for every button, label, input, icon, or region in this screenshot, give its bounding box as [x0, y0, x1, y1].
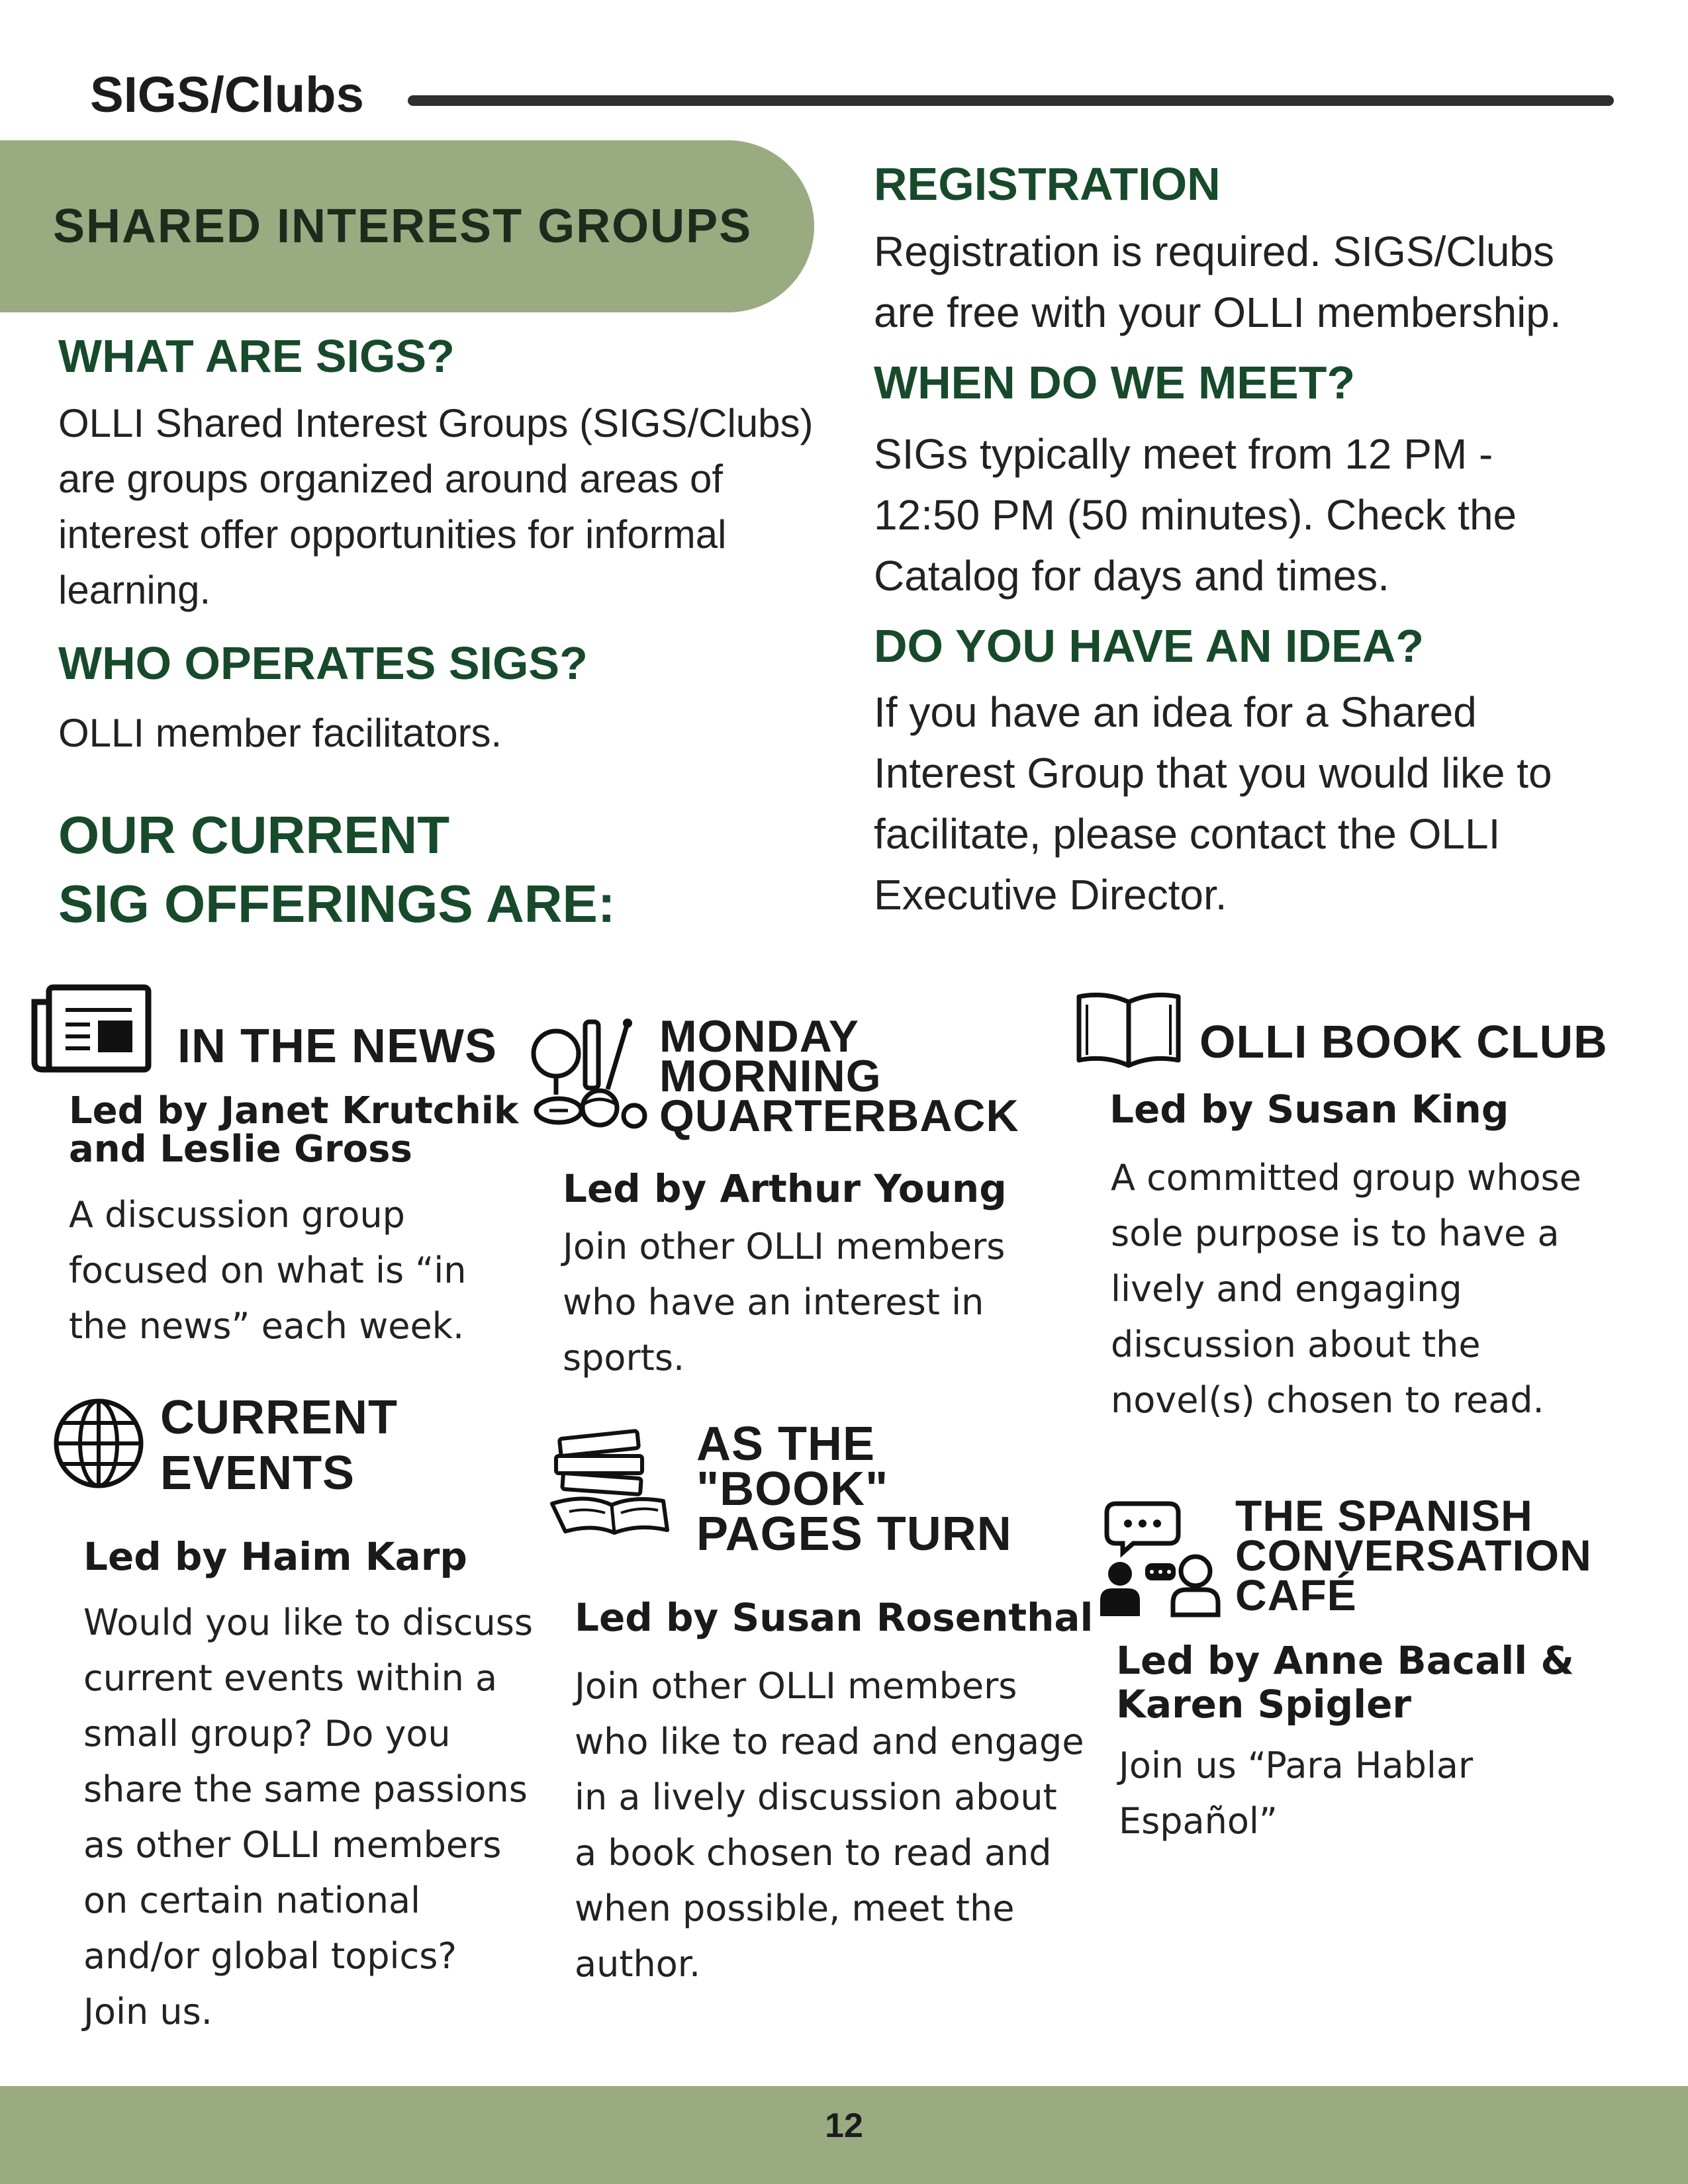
in-the-news-title: IN THE NEWS: [177, 1020, 498, 1073]
description-line: author.: [575, 1943, 701, 1985]
spanish-cafe-title: [1235, 1491, 1592, 1619]
what-heading: WHAT ARE SIGS?: [58, 330, 455, 382]
description-line: who have an interest in: [563, 1281, 984, 1323]
description-line: in a lively discussion about: [575, 1776, 1057, 1818]
title-line: AS THE: [696, 1418, 876, 1471]
description-line: Join other OLLI members: [563, 1226, 1006, 1267]
offerings-line: SIG OFFERINGS ARE:: [58, 874, 616, 933]
title-line: MORNING: [659, 1051, 882, 1101]
globe-icon: [52, 1396, 146, 1490]
when-line: SIGs typically meet from 12 PM -: [874, 430, 1493, 478]
book-club-title: OLLI BOOK CLUB: [1199, 1016, 1608, 1068]
offerings-line: OUR CURRENT: [58, 805, 450, 864]
description-line: small group? Do you: [83, 1713, 451, 1754]
leader-line: Led by Anne Bacall &: [1116, 1638, 1574, 1683]
description-line: who like to read and engage: [575, 1721, 1084, 1762]
title-line: EVENTS: [160, 1447, 355, 1500]
title-line: QUARTERBACK: [659, 1091, 1019, 1141]
book-club-leader: Led by Susan King: [1109, 1087, 1509, 1132]
idea-line: facilitate, please contact the OLLI: [874, 810, 1501, 858]
idea-heading: DO YOU HAVE AN IDEA?: [874, 620, 1425, 672]
section-label: SIGS/Clubs: [90, 67, 364, 123]
description-line: sole purpose is to have a: [1111, 1212, 1560, 1254]
monday-morning-title: [659, 1011, 1019, 1141]
what-line: interest offer opportunities for informal: [58, 512, 727, 557]
registration-text: [874, 221, 1562, 343]
description-line: sports.: [563, 1337, 685, 1379]
idea-line: If you have an idea for a Shared: [874, 688, 1477, 736]
when-line: Catalog for days and times.: [874, 552, 1390, 600]
spanish-cafe-leader: [1116, 1639, 1574, 1726]
what-line: OLLI Shared Interest Groups (SIGS/Clubs): [58, 401, 814, 445]
description-line: current events within a: [83, 1657, 498, 1699]
what-text: [58, 396, 814, 618]
title-line: MONDAY: [659, 1011, 859, 1062]
leader-line: Led by Janet Krutchik: [69, 1089, 519, 1132]
leader-line: and Leslie Gross: [69, 1128, 412, 1171]
description-line: Join us.: [83, 1991, 212, 2032]
when-heading: WHEN DO WE MEET?: [874, 357, 1356, 408]
title-line: CONVERSATION: [1235, 1531, 1592, 1580]
book-pages-description: [575, 1659, 1084, 1992]
banner: [0, 140, 814, 312]
book-pages-title: [696, 1418, 1012, 1561]
title-line: PAGES TURN: [696, 1508, 1012, 1561]
description-line: Español”: [1119, 1800, 1278, 1842]
who-heading: WHO OPERATES SIGS?: [58, 637, 588, 689]
description-line: A committed group whose: [1111, 1157, 1581, 1199]
what-line: learning.: [58, 568, 211, 612]
newspaper-icon: [29, 982, 152, 1075]
when-text: [874, 424, 1517, 606]
book-pages-leader: Led by Susan Rosenthal: [575, 1595, 1094, 1640]
description-line: discussion about the: [1111, 1324, 1481, 1365]
title-line: THE SPANISH: [1235, 1491, 1533, 1540]
conversation-people-icon: [1096, 1500, 1222, 1617]
idea-line: Interest Group that you would like to: [874, 749, 1552, 797]
description-line: a book chosen to read and: [575, 1832, 1052, 1874]
description-line: and/or global topics?: [83, 1935, 457, 1977]
description-line: Join us “Para Hablar: [1119, 1745, 1474, 1786]
open-book-icon: [1072, 989, 1185, 1069]
header-rule: [408, 95, 1614, 106]
description-line: as other OLLI members: [83, 1824, 502, 1866]
in-the-news-description: [69, 1187, 467, 1354]
registration-line: Registration is required. SIGS/Clubs: [874, 228, 1554, 275]
monday-morning-leader: Led by Arthur Young: [563, 1166, 1007, 1211]
current-events-title: [160, 1390, 398, 1501]
page-number: 12: [825, 2107, 863, 2145]
what-line: are groups organized around areas of: [58, 457, 724, 501]
description-line: Would you like to discuss: [83, 1602, 534, 1643]
monday-morning-description: [563, 1219, 1005, 1386]
book-club-description: [1111, 1150, 1581, 1428]
registration-line: are free with your OLLI membership.: [874, 289, 1562, 336]
description-line: lively and engaging: [1111, 1268, 1462, 1310]
description-line: share the same passions: [83, 1768, 528, 1810]
title-line: CAFÉ: [1235, 1570, 1357, 1619]
description-line: when possible, meet the: [575, 1888, 1015, 1929]
title-line: "BOOK": [696, 1463, 889, 1516]
current-events-description: [83, 1595, 533, 2040]
description-line: the news” each week.: [69, 1305, 465, 1347]
description-line: focused on what is “in: [69, 1250, 467, 1291]
offerings-heading: [58, 801, 616, 938]
when-line: 12:50 PM (50 minutes). Check the: [874, 491, 1517, 539]
sports-equipment-icon: [530, 1017, 649, 1129]
description-line: A discussion group: [69, 1194, 405, 1236]
spanish-cafe-description: [1119, 1738, 1473, 1849]
leader-line: Karen Spigler: [1116, 1682, 1412, 1727]
title-line: CURRENT: [160, 1391, 398, 1444]
description-line: on certain national: [83, 1880, 421, 1921]
idea-line: Executive Director.: [874, 871, 1227, 919]
who-text: OLLI member facilitators.: [58, 711, 502, 755]
idea-text: [874, 682, 1552, 925]
in-the-news-leader: [69, 1089, 519, 1171]
description-line: novel(s) chosen to read.: [1111, 1379, 1544, 1421]
description-line: Join other OLLI members: [575, 1665, 1017, 1707]
registration-heading: REGISTRATION: [874, 158, 1221, 210]
current-events-leader: Led by Haim Karp: [83, 1534, 467, 1579]
banner-title: SHARED INTEREST GROUPS: [53, 200, 753, 253]
book-stack-icon: [547, 1427, 673, 1537]
